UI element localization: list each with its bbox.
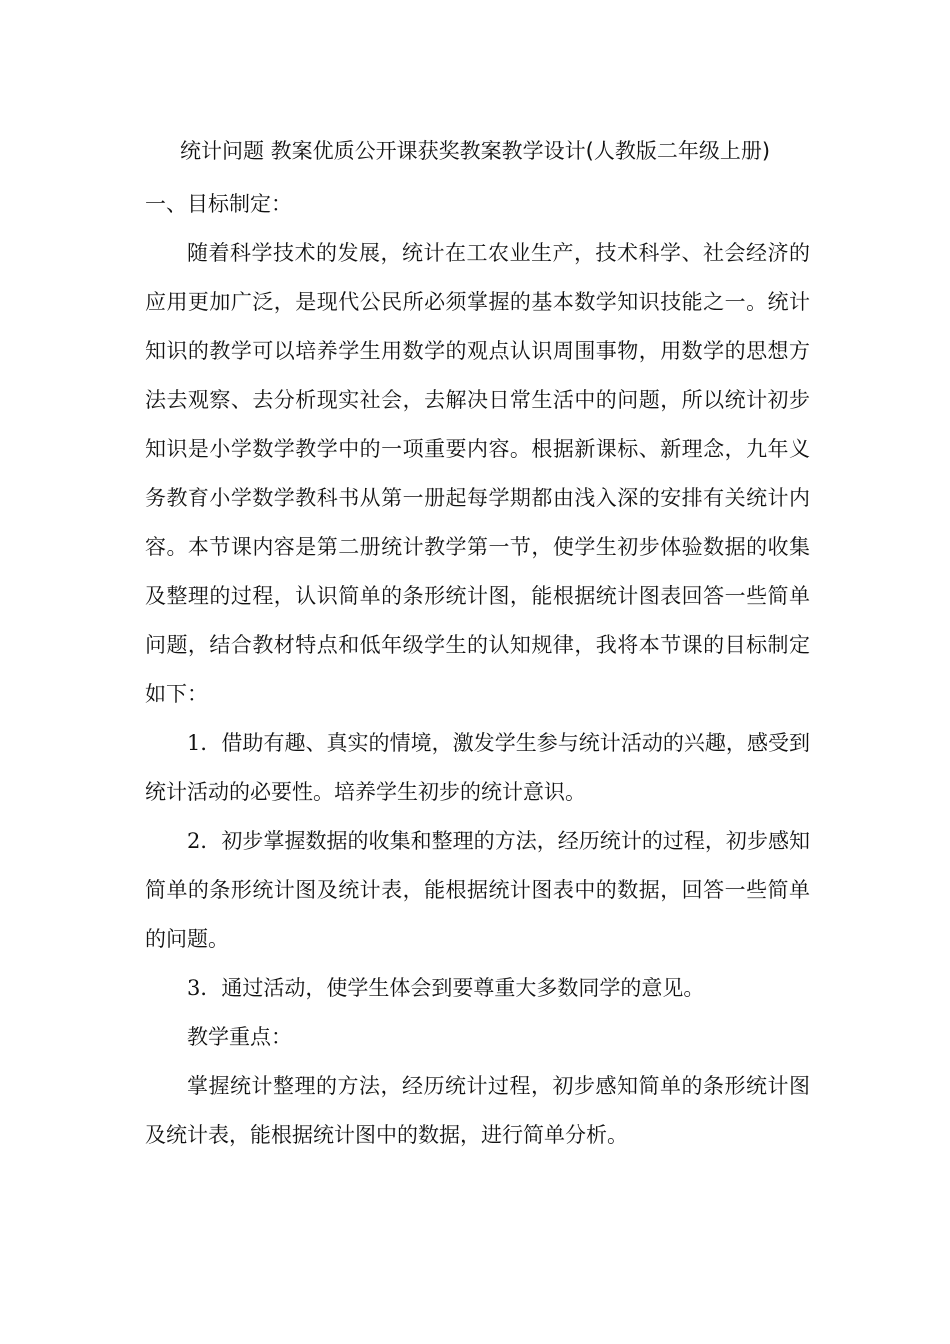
teaching-focus-heading: 教学重点： [187,1025,292,1049]
paragraph-goal-2: 2．初步掌握数据的收集和整理的方法，经历统计的过程，初步感知简单的条形统计图及统计表，能根据统计图表中的数据，回答一些简单的问题。 [145,829,810,951]
paragraph-background: 随着科学技术的发展，统计在工农业生产，技术科学、社会经济的应用更加广泛，是现代公民所必须掌握的基本数学知识技能之一。统计知识的教学可以培养学生用数学的观点认识周围事物，用数学的思想方法去观察、去分析现实社会，去解决日常生活中的问题，所以统计初步知识是小学数学教学中的一项重要内容。根据新课标、新理念，九年义务教育小学数学教科书从第一册起每学期都由浅入深的安排有关统计内容。本节课内容是第二册统计教学第一节，使学生初步体验数据的收集及整理的过程，认识简单的条形统计图，能根据统计图表回答一些简单问题，结合教材特点和低年级学生的认知规律，我将本节课的目标制定如下： [145,241,810,706]
teaching-focus-text: 掌握统计整理的方法，经历统计过程，初步感知简单的条形统计图及统计表，能根据统计图中的数据，进行简单分析。 [145,1074,810,1147]
section-heading: 一、目标制定： [145,192,292,216]
paragraph-goal-1: 1．借助有趣、真实的情境，激发学生参与统计活动的兴趣，感受到统计活动的必要性。培养学生初步的统计意识。 [145,731,810,804]
document-body [145,180,810,1160]
document-title: 统计问题 教案优质公开课获奖教案教学设计(人教版二年级上册) [179,139,771,163]
paragraph-goal-3: 3．通过活动，使学生体会到要尊重大多数同学的意见。 [187,976,705,1000]
